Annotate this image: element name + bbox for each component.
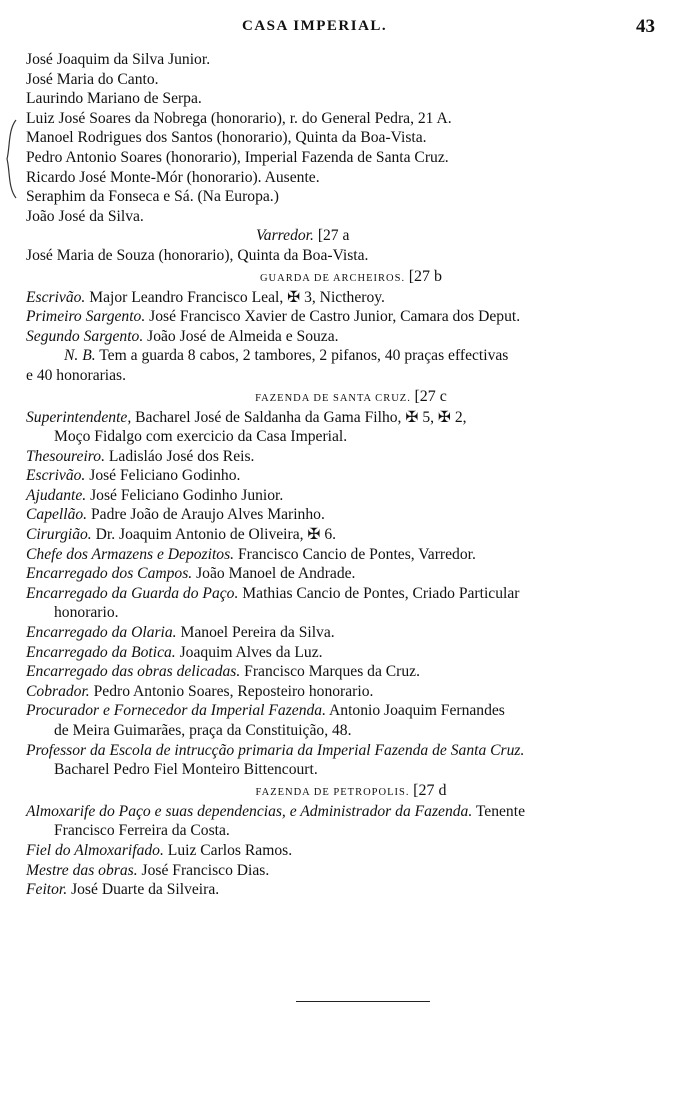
entry-feitor (26, 880, 676, 900)
entry-text: José Feliciano Godinho. (89, 467, 241, 485)
entry-superintendente (26, 408, 676, 428)
guarda-ref: [27 b (408, 267, 443, 285)
entry-label: Superintendente, (26, 408, 132, 426)
entry-ajudante (26, 486, 676, 506)
entry-encarregado-olaria (26, 623, 676, 643)
entry-text: Ladisláo José dos Reis. (108, 447, 255, 465)
entry-text: Padre João de Araujo Alves Marinho. (90, 506, 325, 524)
entry-procurador (26, 701, 676, 721)
entry-cobrador (26, 682, 676, 702)
entry-encarregado-botica (26, 643, 676, 663)
margin-brace-mark (4, 118, 18, 200)
nb-text: Tem a guarda 8 cabos, 2 tambores, 2 pifanos, 40 praças effectivas (99, 347, 509, 365)
entry-label: Encarregado das obras delicadas. (26, 663, 241, 681)
entry-label: Mestre das obras. (26, 861, 138, 879)
entry-label: Cobrador. (26, 682, 90, 700)
list-item: Seraphim da Fonseca e Sá. (Na Europa.) (26, 188, 279, 206)
entry-text: Luiz Carlos Ramos. (167, 841, 293, 859)
entry-label: Primeiro Sargento. (26, 308, 146, 326)
page-body (26, 50, 676, 900)
list-item: José Joaquim da Silva Junior. (26, 51, 211, 68)
entry-fiel (26, 841, 676, 861)
entry-cirurgiao (26, 525, 676, 545)
nb-continuation: e 40 honorarias. (26, 366, 127, 384)
petropolis-ref: [27 d (413, 781, 447, 799)
section-heading-santa-cruz (26, 386, 676, 408)
entry-text: José Francisco Dias. (141, 861, 270, 879)
list-item: Pedro Antonio Soares (honorario), Imperial Fazenda de Santa Cruz. (26, 148, 449, 166)
entry-text: João Manoel de Andrade. (196, 565, 356, 583)
entry-text: Joaquim Alves da Luz. (179, 643, 323, 661)
entry-thesoureiro (26, 447, 676, 467)
entry-escrivao (26, 466, 676, 486)
varredor-heading (26, 226, 676, 246)
entry-text: Dr. Joaquim Antonio de Oliveira, ✠ 6. (95, 526, 337, 544)
entry-encarregado-obras (26, 662, 676, 682)
varredor-title: Varredor. (256, 227, 314, 245)
list-item: José Maria do Canto. (26, 70, 159, 88)
entry-chefe-armazens (26, 545, 676, 565)
entry-mestre-obras (26, 861, 676, 881)
list-item: Luiz José Soares da Nobrega (honorario), r. do General Pedra, 21 A. (26, 109, 452, 127)
entry-continuation: Moço Fidalgo com exercicio da Casa Imperial. (54, 428, 348, 446)
santa-cruz-heading: FAZENDA DE SANTA CRUZ. (255, 392, 411, 404)
entry-text: José Francisco Xavier de Castro Junior, Camara dos Deput. (149, 308, 521, 326)
list-item: Ricardo José Monte-Mór (honorario). Ausente. (26, 168, 320, 186)
entry-text: João José de Almeida e Souza. (147, 327, 339, 345)
entry-encarregado-guarda-paco (26, 584, 676, 604)
entry-text: Bacharel José de Saldanha da Gama Filho, ✠ 5, ✠ 2, (135, 408, 467, 426)
entry-text: Manoel Pereira da Silva. (180, 624, 335, 642)
entry-continuation: de Meira Guimarães, praça da Constituição, 48. (54, 722, 352, 739)
petropolis-heading: FAZENDA DE PETROPOLIS. (255, 786, 410, 798)
entry-label: Escrivão. (26, 288, 86, 306)
entry-label: Encarregado dos Campos. (26, 565, 193, 583)
entry-label: Cirurgião. (26, 526, 92, 544)
section-heading-petropolis (26, 780, 676, 802)
page-number: 43 (636, 16, 655, 37)
entry-escrivao (26, 288, 676, 308)
entry-label: Thesoureiro. (26, 447, 105, 465)
entry-label: Feitor. (26, 881, 68, 899)
entry-label: Escrivão. (26, 467, 86, 485)
entry-continuation: Francisco Ferreira da Costa. (54, 822, 230, 840)
entry-encarregado-campos (26, 564, 676, 584)
entry-label: Encarregado da Olaria. (26, 624, 177, 642)
entry-capellao (26, 505, 676, 525)
entry-text: Francisco Marques da Cruz. (244, 663, 420, 681)
entry-text: Antonio Joaquim Fernandes (329, 702, 505, 720)
entry-text: Mathias Cancio de Pontes, Criado Particular (242, 584, 520, 602)
entry-continuation: honorario. (54, 604, 119, 622)
guarda-heading: GUARDA DE ARCHEIROS. (259, 272, 406, 284)
running-head: CASA IMPERIAL. (242, 18, 388, 34)
list-item: Manoel Rodrigues dos Santos (honorario), Quinta da Boa-Vista. (26, 129, 427, 147)
list-item: João José da Silva. (26, 207, 144, 225)
entry-label: Capellão. (26, 506, 88, 524)
entry-label: Ajudante. (26, 486, 87, 504)
entry-continuation: Bacharel Pedro Fiel Monteiro Bittencourt. (54, 761, 318, 779)
entry-label: Segundo Sargento. (26, 327, 144, 345)
entry-label: Chefe dos Armazens e Depozitos. (26, 545, 235, 563)
closing-rule (296, 1001, 430, 1002)
entry-label: Fiel do Almoxarifado. (26, 841, 164, 859)
entry-label: Encarregado da Guarda do Paço. (26, 584, 239, 602)
nb-label: N. B. (64, 347, 96, 365)
entry-almoxarife (26, 802, 676, 822)
entry-segundo-sargento (26, 327, 676, 347)
section-heading-guarda (26, 266, 676, 288)
entry-professor: Professor da Escola de intrucção primaria da Imperial Fazenda de Santa Cruz. (26, 741, 525, 759)
entry-primeiro-sargento (26, 307, 676, 327)
entry-text: José Duarte da Silveira. (71, 881, 220, 899)
entry-text: José Feliciano Godinho Junior. (90, 486, 284, 504)
entry-label: Procurador e Fornecedor da Imperial Fazenda. (26, 702, 326, 720)
entry-label: Almoxarife do Paço e suas dependencias, e Administrador da Fazenda. (26, 802, 473, 820)
entry-text: Tenente (475, 802, 525, 820)
entry-text: Francisco Cancio de Pontes, Varredor. (237, 545, 476, 563)
varredor-entry: José Maria de Souza (honorario), Quinta da Boa-Vista. (26, 246, 369, 264)
list-item: Laurindo Mariano de Serpa. (26, 90, 202, 108)
entry-label: Encarregado da Botica. (26, 643, 176, 661)
entry-text: Major Leandro Francisco Leal, ✠ 3, Nictheroy. (89, 288, 385, 306)
entry-text: Pedro Antonio Soares, Reposteiro honorario. (93, 682, 374, 700)
santa-cruz-ref: [27 c (414, 387, 447, 405)
varredor-ref: [27 a (317, 227, 350, 245)
nota-bene (26, 346, 676, 366)
